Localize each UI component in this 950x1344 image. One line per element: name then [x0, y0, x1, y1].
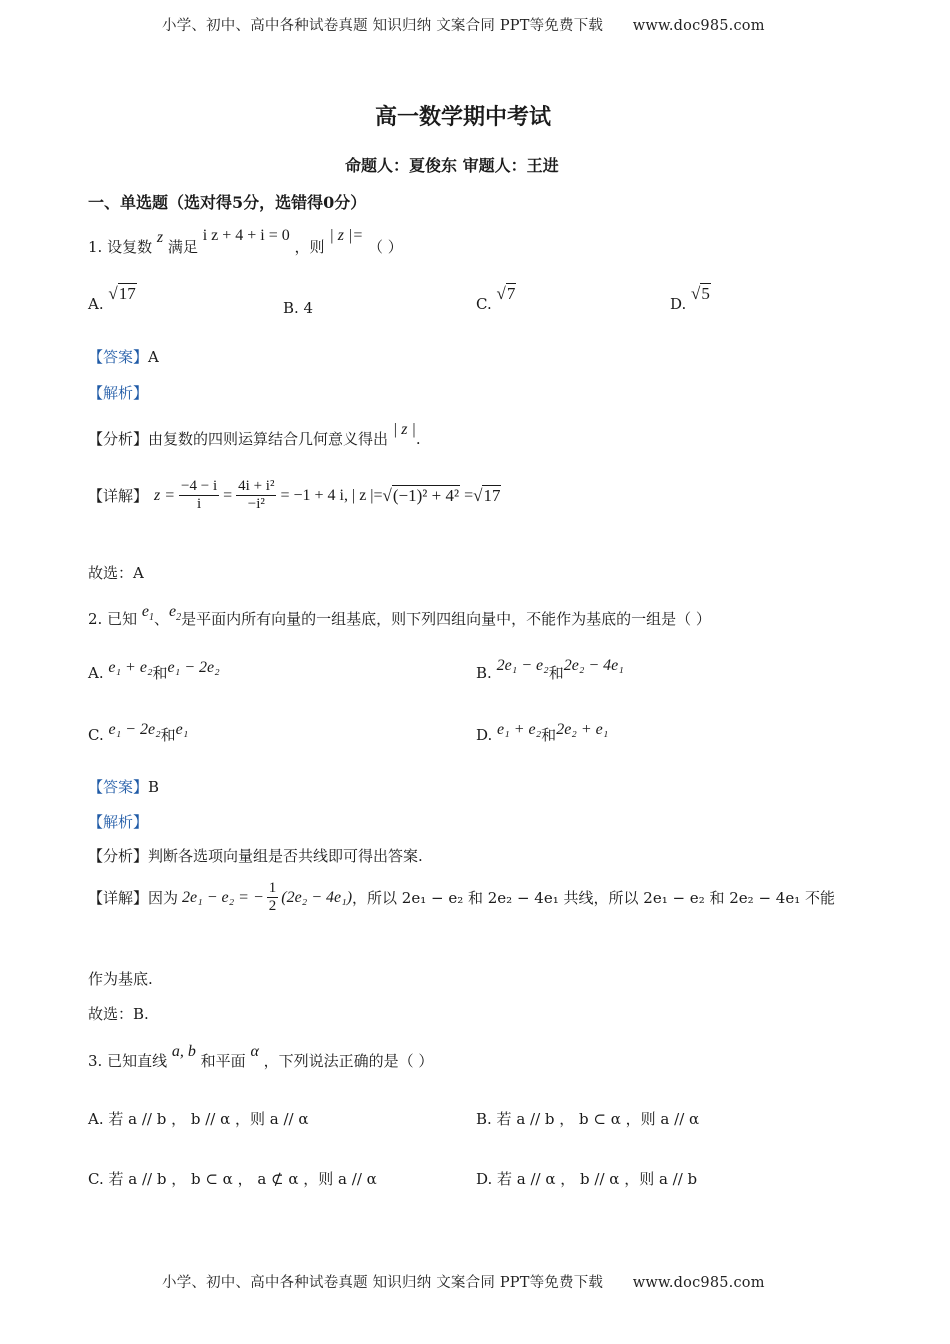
opt-label: B.	[476, 664, 492, 682]
q3-option-d: D. 若 a // α ， b // α ，则 a // b	[476, 1170, 698, 1188]
q2-e2: $e_2$	[169, 603, 182, 624]
opt-label: A.	[88, 664, 104, 682]
detail-sqrt: (−1)² + 4²	[392, 485, 460, 505]
q3-stem	[88, 1043, 434, 1071]
detail-eq: 2e₁ − e₂ = −	[182, 888, 264, 906]
opt-and: 和	[541, 726, 557, 744]
analysis-abs: | z |	[392, 421, 416, 438]
q2-option-b	[476, 657, 624, 683]
q2-option-d	[476, 721, 609, 745]
fraction	[267, 880, 279, 915]
detail-label: 【详解】	[88, 487, 149, 505]
q1-opt-label: B. 4	[283, 299, 314, 317]
q3-alpha: α	[250, 1043, 259, 1060]
q1-explain-label: 【解析】	[88, 384, 149, 402]
analysis-label: 【分析】	[88, 430, 149, 448]
sqrt: √17	[108, 284, 136, 303]
q2-option-a	[88, 659, 220, 683]
q1-detail	[88, 478, 501, 513]
q2-stem-text: 2. 已知	[88, 610, 138, 628]
opt-v2: 2e₂ − 4e₁	[563, 657, 624, 674]
q3-option-b: B. 若 a // b ， b ⊂ α ，则 a // α	[476, 1110, 700, 1128]
analysis-end: .	[415, 430, 421, 448]
q3-option-a: A. 若 a // b ， b // α ，则 a // α	[88, 1110, 309, 1128]
q2-sep: 、	[153, 610, 169, 628]
q2-explain-label: 【解析】	[88, 813, 149, 831]
q2-stem-text2: 是平面内所有向量的一组基底，则下列四组向量中，不能作为基底的一组是（ ）	[181, 610, 711, 628]
detail-z: z =	[154, 486, 176, 504]
answer-label: 【答案】	[88, 348, 149, 366]
detail-text: ，所以 2e₁ − e₂ 和 2e₂ − 4e₁ 共线，所以 2e₁ − e₂ 和 2e₂ − 4e₁ 不能	[352, 889, 835, 907]
sqrt: √(−1)² + 4²	[382, 485, 460, 505]
detail-label: 【详解】	[88, 889, 149, 907]
q2-detail-cont: 作为基底.	[88, 970, 153, 988]
q2-stem	[88, 603, 711, 631]
choose-label: 故选：	[88, 564, 134, 582]
page-title: 高一数学期中考试	[375, 104, 552, 130]
equals: =	[223, 486, 233, 504]
q1-abs: | z |=	[329, 227, 364, 244]
q1-stem	[88, 227, 403, 257]
analysis-label: 【分析】	[88, 847, 149, 865]
q1-analysis	[88, 421, 421, 449]
q1-option-c	[476, 284, 516, 314]
opt-and: 和	[160, 726, 176, 744]
q3-stem-text2: 和平面	[200, 1052, 246, 1070]
q1-opt-val: 7	[506, 284, 516, 303]
fraction	[236, 478, 276, 513]
q1-stem-text2: 满足	[167, 238, 198, 256]
analysis-text: 判断各选项向量组是否共线即可得出答案.	[148, 847, 423, 865]
q1-opt-label: A.	[88, 295, 104, 313]
frac-num: 4i + i²	[238, 478, 275, 494]
opt-v2: 2e₂ + e₁	[556, 721, 609, 738]
choose-label: 故选：	[88, 1005, 134, 1023]
analysis-text: 由复数的四则运算结合几何意义得出	[148, 430, 389, 448]
sqrt: √17	[473, 485, 501, 505]
opt-v2: e₁	[175, 721, 189, 738]
q1-var: z	[156, 229, 164, 246]
opt-label: C.	[88, 726, 104, 744]
opt-v1: e₁ + e₂	[497, 721, 542, 738]
q1-answer	[88, 346, 159, 367]
q1-option-a	[88, 284, 137, 314]
q1-paren: （ ）	[367, 238, 403, 256]
q3-vars: a, b	[171, 1043, 196, 1060]
q3-option-c: C. 若 a // b ， b ⊂ α ， a ⊄ α ，则 a // α	[88, 1170, 377, 1188]
answer-value: B	[148, 778, 160, 796]
frac-den: i	[197, 496, 202, 512]
q1-opt-label: C.	[476, 295, 492, 313]
footer-text: 小学、初中、高中各种试卷真题 知识归纳 文案合同 PPT等免费下载	[162, 1275, 604, 1291]
page-footer	[162, 1271, 765, 1292]
q1-option-d	[670, 284, 711, 314]
sqrt: √5	[691, 284, 710, 303]
q2-analysis	[88, 845, 423, 866]
frac-num: −4 − i	[181, 478, 218, 494]
detail-sqrt2: 17	[483, 485, 501, 505]
opt-and: 和	[548, 664, 564, 682]
q2-option-c	[88, 721, 189, 745]
q2-e1: $e_1$	[141, 603, 154, 624]
q3-stem-text: 3. 已知直线	[88, 1052, 168, 1070]
detail-end: =	[464, 486, 474, 504]
q1-choose	[88, 562, 144, 583]
q1-opt-val: 17	[118, 284, 136, 303]
opt-v1: e₁ + e₂	[108, 659, 153, 676]
opt-label: D.	[476, 726, 493, 744]
detail-because: 因为	[148, 889, 179, 907]
q2-answer	[88, 776, 159, 797]
q1-stem-text: 1. 设复数	[88, 238, 153, 256]
opt-v1: 2e₁ − e₂	[496, 657, 549, 674]
choose-value: B.	[133, 1005, 149, 1023]
header-text: 小学、初中、高中各种试卷真题 知识归纳 文案合同 PPT等免费下载	[162, 18, 604, 34]
frac-den: −i²	[247, 496, 265, 512]
sqrt: √7	[496, 284, 516, 303]
answer-value: A	[148, 348, 159, 366]
q1-opt-label: D.	[670, 295, 687, 313]
q2-detail	[88, 880, 835, 915]
header-url[interactable]: www.doc985.com	[632, 18, 765, 34]
q1-stem-text3: ，则	[294, 238, 325, 256]
footer-url[interactable]: www.doc985.com	[632, 1275, 765, 1291]
opt-v2: e₁ − 2e₂	[167, 659, 220, 676]
choose-value: A	[133, 564, 144, 582]
fraction	[179, 478, 219, 513]
q3-stem-text3: ，下列说法正确的是（ ）	[263, 1052, 434, 1070]
opt-v1: e₁ − 2e₂	[108, 721, 161, 738]
answer-label: 【答案】	[88, 778, 149, 796]
q1-option-b	[283, 299, 313, 317]
q1-opt-val: 5	[701, 284, 710, 303]
frac-den: 2	[268, 898, 277, 914]
frac-num: 1	[268, 880, 277, 896]
detail-paren: (2e₂ − 4e₁)	[281, 888, 353, 906]
section-heading: 一、单选题（选对得5分，选错得0分）	[88, 193, 367, 212]
q1-condition: i z + 4 + i = 0	[202, 227, 290, 244]
detail-rest: = −1 + 4 i, | z |=	[280, 486, 383, 504]
opt-and: 和	[152, 664, 168, 682]
page-header	[162, 14, 765, 35]
authors: 命题人：夏俊东 审题人：王进	[345, 156, 559, 175]
q2-choose	[88, 1003, 149, 1024]
